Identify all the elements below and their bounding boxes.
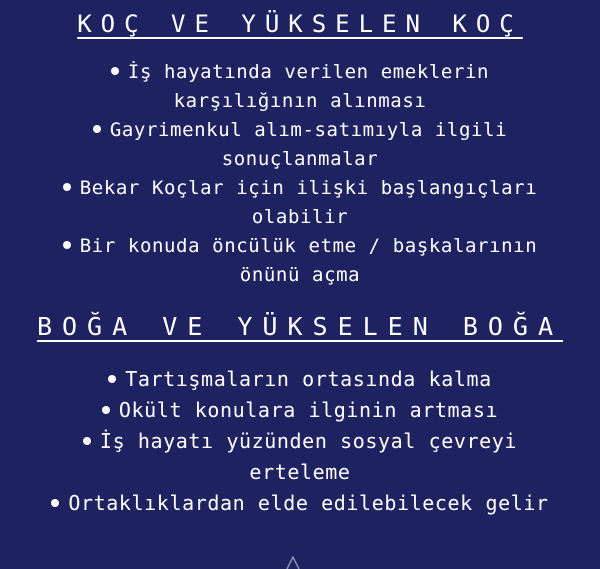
section-title-boga: BOĞA VE YÜKSELEN BOĞA: [36, 312, 564, 341]
list-item-text: İş hayatında verilen emeklerin karşılığının alınması: [127, 61, 490, 112]
bullet-list-boga: [0, 364, 600, 519]
list-item-text: Bekar Koçlar için ilişki başlangıçları olabilir: [79, 177, 538, 228]
bullet-icon: [93, 125, 101, 133]
list-item-text: Tartışmaların ortasında kalma: [125, 367, 492, 391]
list-item-text: Bir konuda öncülük etme / başkalarının önünü açma: [79, 235, 538, 286]
list-item: [0, 116, 600, 174]
bullet-icon: [111, 67, 119, 75]
bullet-icon: [83, 437, 91, 445]
list-item: [0, 364, 600, 395]
list-item: [0, 395, 600, 426]
bullet-icon: [63, 241, 71, 249]
bullet-list-koc: [0, 58, 600, 290]
list-item: [0, 488, 600, 519]
list-item-text: Gayrimenkul alım-satımıyla ilgili sonuçlanmalar: [109, 119, 508, 170]
bullet-icon: [51, 499, 59, 507]
list-item-text: Okült konulara ilginin artması: [118, 398, 499, 422]
bullet-icon: [63, 183, 71, 191]
list-item-text: Ortaklıklardan elde edilebilecek gelir: [68, 491, 549, 515]
bullet-icon: [108, 375, 116, 383]
list-item: [0, 58, 600, 116]
list-item: [0, 232, 600, 290]
section-title-koc: KOÇ VE YÜKSELEN KOÇ: [77, 10, 523, 38]
list-item-text: İş hayatı yüzünden sosyal çevreyi erteleme: [99, 429, 518, 484]
bullet-icon: [102, 406, 110, 414]
list-item: [0, 426, 600, 488]
list-item: [0, 174, 600, 232]
triangle-icon: [286, 556, 300, 569]
